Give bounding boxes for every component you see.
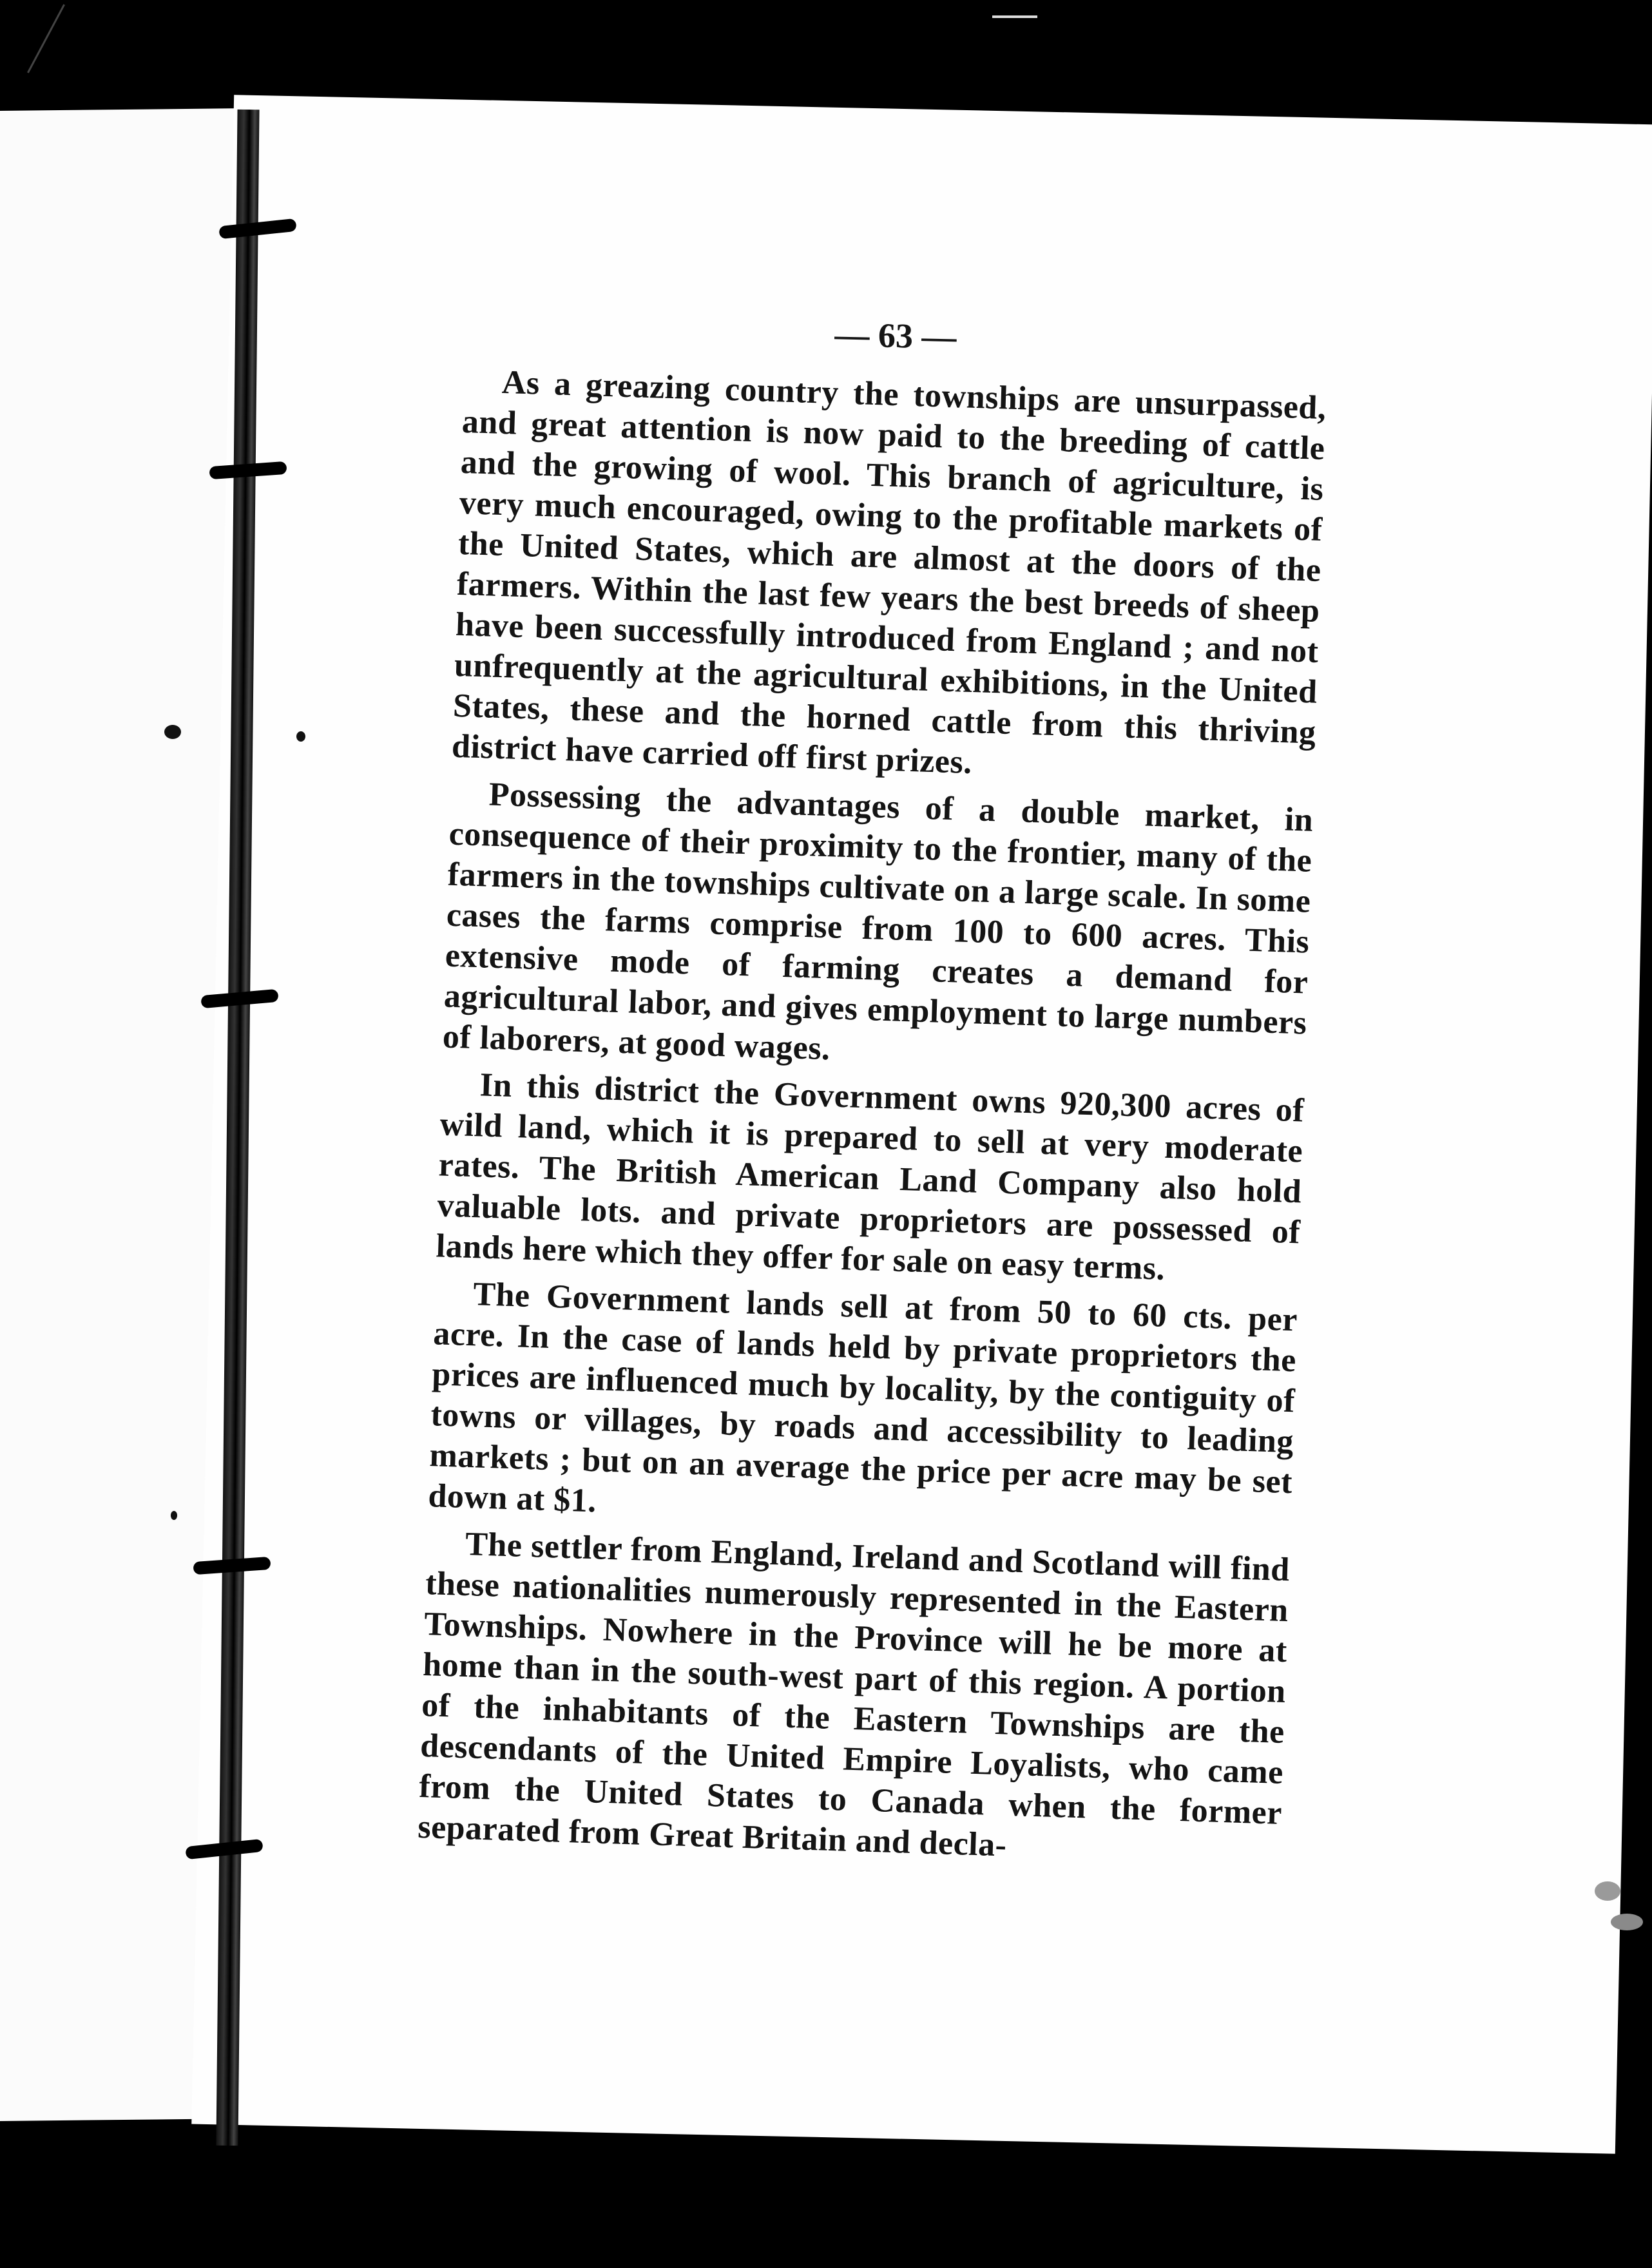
ink-speck [296,731,305,742]
paragraph: As a greazing country the townships are unsurpassed, and great attention is now paid to the breeding of cattle and the growing of wool. This branch of agriculture, is very much encouraged, owing to the profitable markets of the United States, which are almost at the doors of the farmers. Within the last few years the best breeds of sheep have been successfully introduced from England ; and not unfrequently at the agricultural exhibitions, in the United States, these and the horned cattle from this thriving district have carried off first prizes. [451,363,1327,782]
body-text [417,361,1327,1881]
scan-mark [992,15,1037,18]
paragraph: The settler from England, Ireland and Scotland will find these nationalities numerously represented in the Eastern Townships. Nowhere in the Province will he be more at home than in the south-west part of this region. A portion of the inhabitants of the Eastern Townships are the descendants of the United Empire Loyalists, who came from the United States to Canada when the former separated from Great Britain and decla- [417,1525,1291,1864]
ink-speck [1595,1881,1620,1901]
paragraph: In this district the Government owns 920,300 acres of wild land, which it is prepared to sell at very moderate rates. The British American Land Company also hold valuable lots. and private proprietors are possessed of lands here which they offer for sale on easy terms. [435,1066,1305,1287]
ink-speck [1611,1914,1643,1930]
paragraph: Possessing the advantages of a double market, in consequence of their proximity to the frontier, many of the farmers in the townships cultivate on a large scale. In some cases the farms comprise from 100 to 600 acres. This extensive mode of farming creates a demand for agricultural labor, and gives employment to large numbers of laborers, at good wages. [442,776,1314,1068]
ink-speck [171,1511,177,1520]
page-number: — 63 — [834,315,957,356]
paragraph: The Government lands sell at from 50 to 60 cts. per acre. In the case of lands held by private proprietors the prices are influenced much by locality, by the contiguity of towns or villages, by roads and accessibility to leading markets ; but on an average the price per acre may be set down at $1. [427,1276,1298,1520]
ink-speck [164,725,181,739]
crop-line-left [27,4,65,73]
